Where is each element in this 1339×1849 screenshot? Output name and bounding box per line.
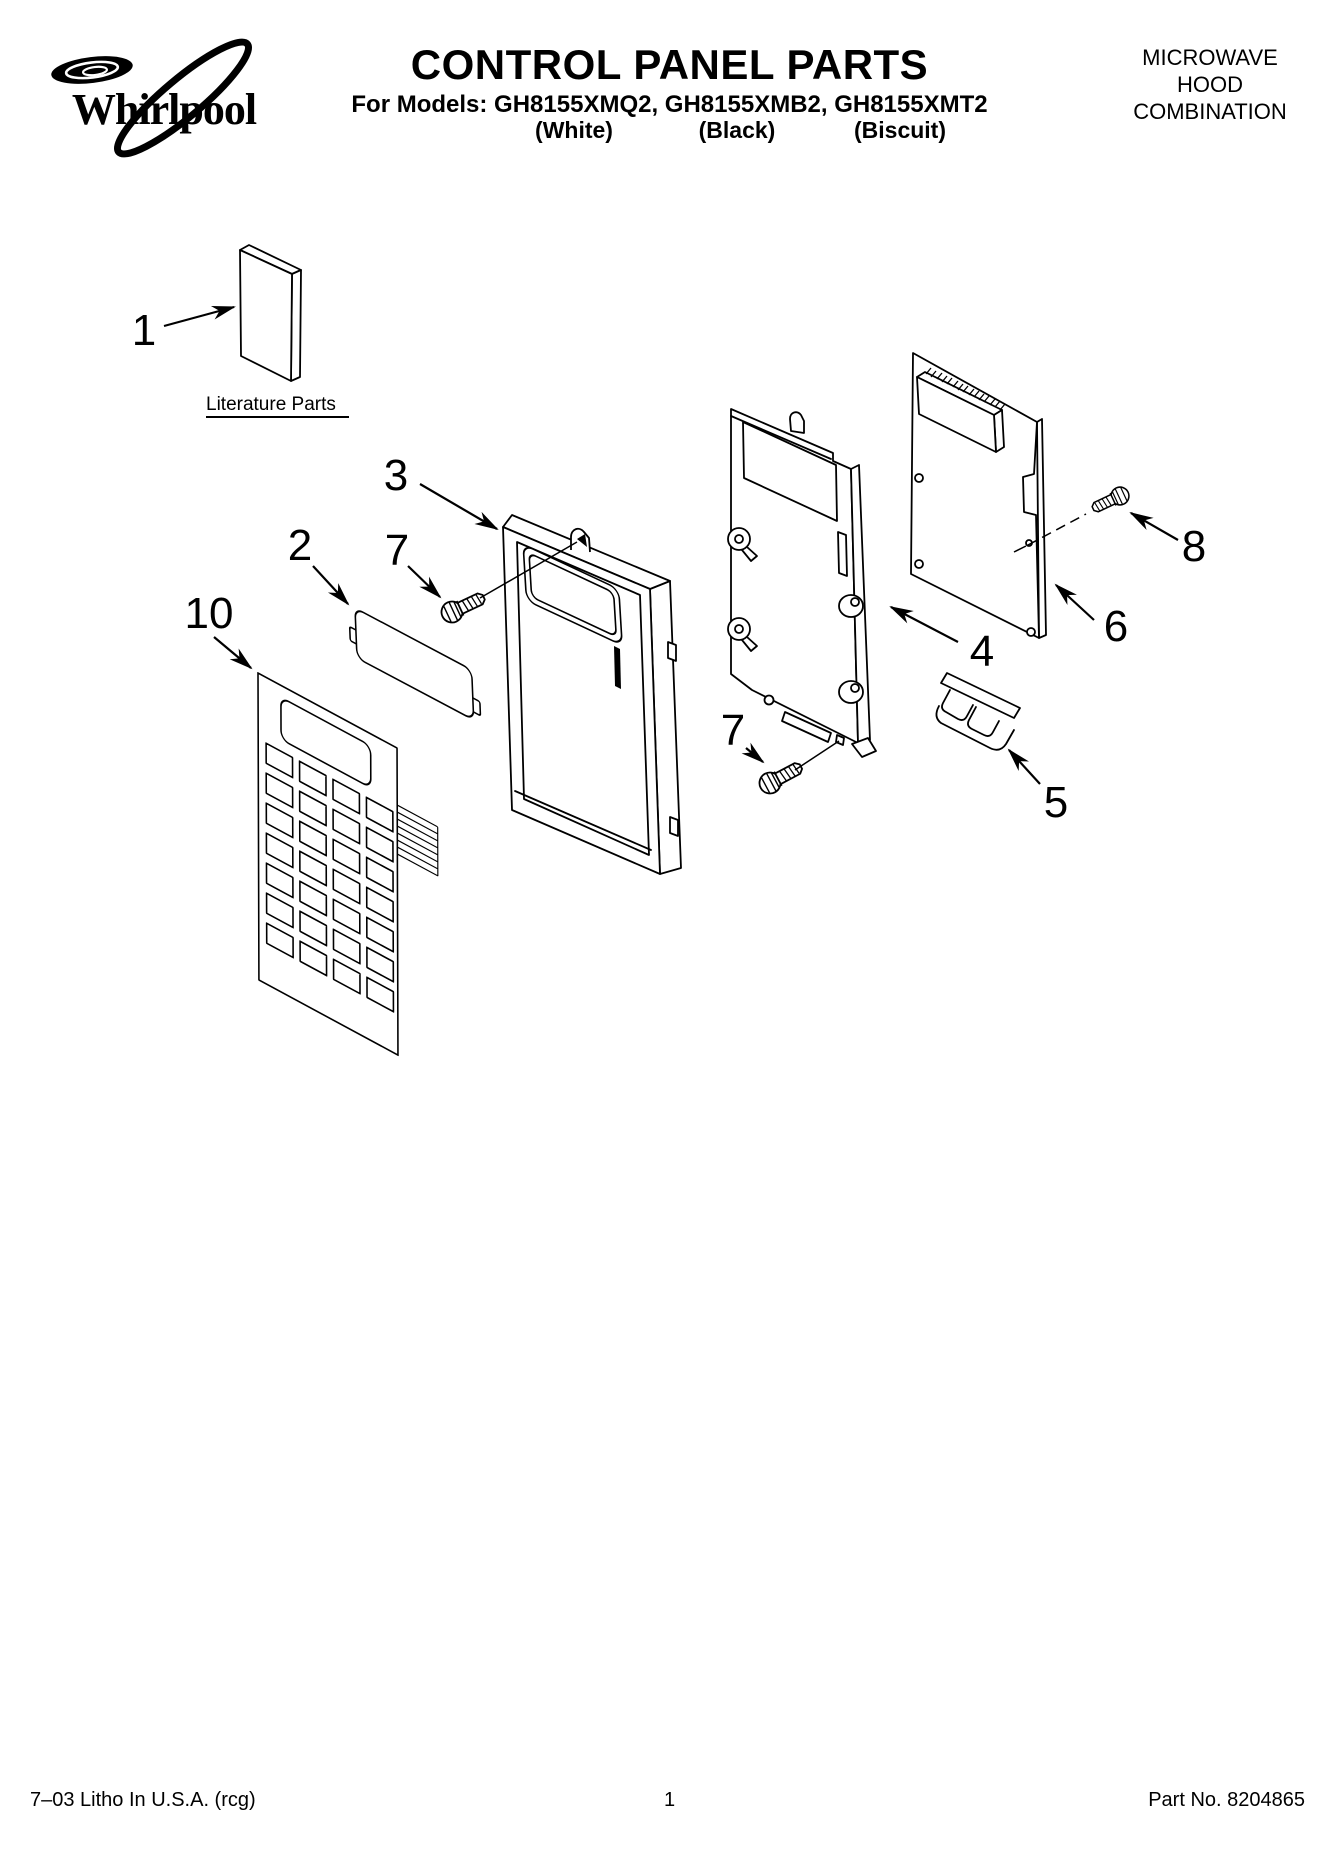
footer-right: Part No. 8204865 — [1148, 1789, 1305, 1811]
part-6-circuit-board — [911, 353, 1046, 638]
product-type-line: HOOD — [1177, 72, 1243, 97]
callout-label-7a: 7 — [384, 526, 410, 575]
callout-arrow-10 — [214, 637, 251, 668]
callout-arrow-2 — [313, 566, 348, 604]
callout-label-2: 2 — [287, 521, 313, 570]
callout-label-5: 5 — [1043, 778, 1069, 827]
part-10-keypad-membrane — [258, 673, 438, 1077]
brand-wordmark: Whirlpool — [71, 85, 257, 134]
footer-page-number: 1 — [663, 1789, 676, 1811]
page-title: CONTROL PANEL PARTS — [410, 41, 929, 88]
model-color-label: (Black) — [698, 117, 776, 143]
models-line: For Models: GH8155XMQ2, GH8155XMB2, GH8155XMT2 — [351, 91, 988, 118]
callout-label-8: 8 — [1181, 522, 1207, 571]
model-color-label: (White) — [535, 117, 613, 143]
callout-label-3: 3 — [383, 451, 409, 500]
part-4-control-bracket — [728, 409, 876, 757]
callout-arrow-4 — [891, 607, 958, 642]
callout-arrow-6 — [1056, 585, 1094, 620]
part-1-literature-book — [240, 245, 301, 381]
literature-parts-label: Literature Parts — [206, 394, 336, 415]
footer-left: 7–03 Litho In U.S.A. (rcg) — [30, 1789, 256, 1811]
callout-arrow-1 — [164, 307, 234, 326]
part-2-access-door — [349, 605, 481, 724]
callout-label-10: 10 — [184, 589, 234, 638]
callout-label-1: 1 — [131, 306, 157, 355]
callout-arrow-3 — [420, 484, 497, 529]
ribbon-cable — [397, 805, 438, 876]
part-8-screw — [1089, 484, 1132, 517]
callout-arrow-7a — [408, 566, 440, 597]
callout-arrow-8 — [1131, 513, 1178, 540]
callout-arrow-7b — [746, 748, 763, 762]
part-5-clip — [936, 673, 1020, 750]
product-type-line: COMBINATION — [1133, 99, 1287, 124]
part-7-screw-upper — [438, 588, 488, 626]
callout-label-7b: 7 — [720, 706, 746, 755]
product-type-line: MICROWAVE — [1142, 45, 1278, 70]
part-7-screw-lower — [756, 757, 806, 797]
callout-arrow-5 — [1009, 750, 1040, 784]
model-color-label: (Biscuit) — [854, 117, 946, 143]
callout-label-4: 4 — [969, 627, 995, 676]
callout-label-6: 6 — [1103, 602, 1129, 651]
